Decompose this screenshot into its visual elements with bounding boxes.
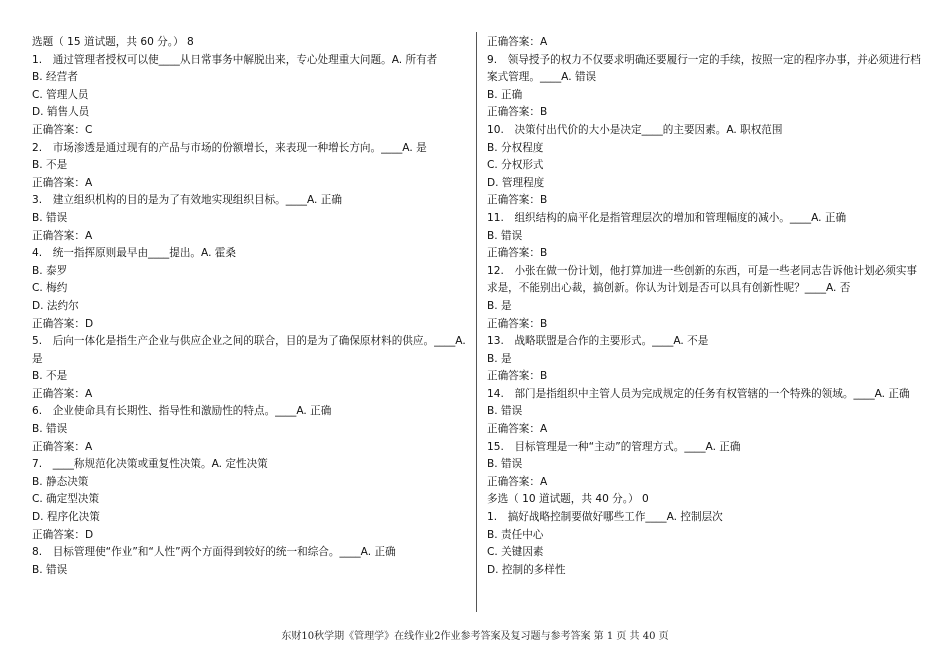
- document-line: B. 不是: [32, 370, 68, 383]
- document-line: 正确答案：B: [487, 370, 548, 383]
- document-line: D. 程序化决策: [32, 511, 100, 524]
- document-line: 15. 目标管理是一种“主动”的管理方式。____A. 正确: [487, 440, 741, 453]
- document-line: B. 是: [487, 299, 512, 312]
- document-line: 正确答案：D: [32, 317, 94, 330]
- left-column: [32, 34, 468, 579]
- document-line: 7. ____称规范化决策或重复性决策。A. 定性决策: [32, 458, 268, 471]
- document-line: D. 管理程度: [487, 176, 545, 189]
- document-line: 正确答案：A: [32, 387, 93, 400]
- document-line: B. 错误: [32, 563, 68, 576]
- document-line: B. 静态决策: [32, 475, 89, 488]
- document-line: 正确答案：A: [487, 475, 548, 488]
- document-line: C. 管理人员: [32, 88, 89, 101]
- document-line: B. 分权程度: [487, 141, 544, 154]
- document-line: B. 是: [487, 352, 512, 365]
- document-line: 11. 组织结构的扁平化是指管理层次的增加和管理幅度的减小。____A. 正确: [487, 211, 847, 224]
- right-column: [487, 34, 923, 579]
- document-line: B. 经营者: [32, 71, 78, 84]
- document-line: B. 错误: [487, 458, 523, 471]
- document-line: 12. 小张在做一份计划，他打算加进一些创新的东西，可是一些老同志告诉他计划必须实事求是，不能别出心裁，搞创新。你认为计划是否可以具有创新性呢？____A. 否: [487, 264, 918, 295]
- document-line: B. 正确: [487, 88, 523, 101]
- document-line: 1. 搞好战略控制要做好哪些工作____A. 控制层次: [487, 511, 723, 524]
- document-line: 正确答案：A: [487, 36, 548, 48]
- document-line: 2. 市场渗透是通过现有的产品与市场的份额增长，来表现一种增长方向。____A. 是: [32, 141, 427, 154]
- document-line: 正确答案：C: [32, 123, 93, 136]
- document-line: 6. 企业使命具有长期性、指导性和激励性的特点。____A. 正确: [32, 405, 332, 418]
- page-footer: 东财10秋学期《管理学》在线作业2作业参考答案及复习题与参考答案 第 1 页 共 40 页: [281, 631, 669, 642]
- document-line: 5. 后向一体化是指生产企业与供应企业之间的联合，目的是为了确保原材料的供应。____A. 是: [32, 335, 466, 365]
- document-line: 正确答案：A: [32, 229, 93, 242]
- document-line: D. 销售人员: [32, 106, 90, 119]
- document-line: 正确答案：B: [487, 317, 548, 330]
- document-line: B. 错误: [487, 405, 523, 418]
- document-line: 14. 部门是指组织中主管人员为完成规定的任务有权管辖的一个特殊的领域。____A. 正确: [487, 387, 910, 400]
- document-line: C. 分权形式: [487, 159, 544, 172]
- document-line: B. 错误: [32, 211, 68, 224]
- document-line: C. 确定型决策: [32, 493, 100, 506]
- column-divider: [476, 32, 477, 612]
- document-line: B. 责任中心: [487, 528, 544, 541]
- document-line: 10. 决策付出代价的大小是决定____的主要因素。A. 职权范围: [487, 123, 783, 136]
- document-line: D. 法约尔: [32, 299, 79, 312]
- document-line: 1. 通过管理者授权可以使____从日常事务中解脱出来，专心处理重大问题。A. 所有者: [32, 53, 438, 66]
- document-line: D. 控制的多样性: [487, 563, 566, 576]
- document-line: 13. 战略联盟是合作的主要形式。____A. 不是: [487, 335, 709, 348]
- document-line: B. 不是: [32, 159, 68, 172]
- document-line: 9. 领导授予的权力不仅要求明确还要履行一定的手续，按照一定的程序办事，并必须进行档案式管理。____A. 错误: [487, 53, 921, 84]
- document-line: 正确答案：A: [487, 423, 548, 436]
- document-line: B. 泰罗: [32, 264, 68, 277]
- document-line: 正确答案：D: [32, 528, 94, 541]
- document-line: 正确答案：A: [32, 440, 93, 453]
- document-line: B. 错误: [487, 229, 523, 242]
- document-line: C. 梅约: [32, 282, 68, 295]
- document-line: 多选（ 10 道试题，共 40 分。） 0: [487, 493, 649, 506]
- document-line: 4. 统一指挥原则最早由____提出。A. 霍桑: [32, 247, 236, 260]
- document-line: 正确答案：B: [487, 106, 548, 119]
- document-line: 选题（ 15 道试题，共 60 分。） 8: [32, 36, 194, 48]
- document-line: 正确答案：B: [487, 194, 548, 207]
- document-line: 3. 建立组织机构的目的是为了有效地实现组织目标。____A. 正确: [32, 194, 342, 207]
- document-line: B. 错误: [32, 423, 68, 436]
- document-line: 正确答案：B: [487, 247, 548, 260]
- document-line: 8. 目标管理使“作业”和“人性”两个方面得到较好的统一和综合。____A. 正确: [32, 546, 396, 559]
- document-line: C. 关键因素: [487, 546, 544, 559]
- document-line: 正确答案：A: [32, 176, 93, 189]
